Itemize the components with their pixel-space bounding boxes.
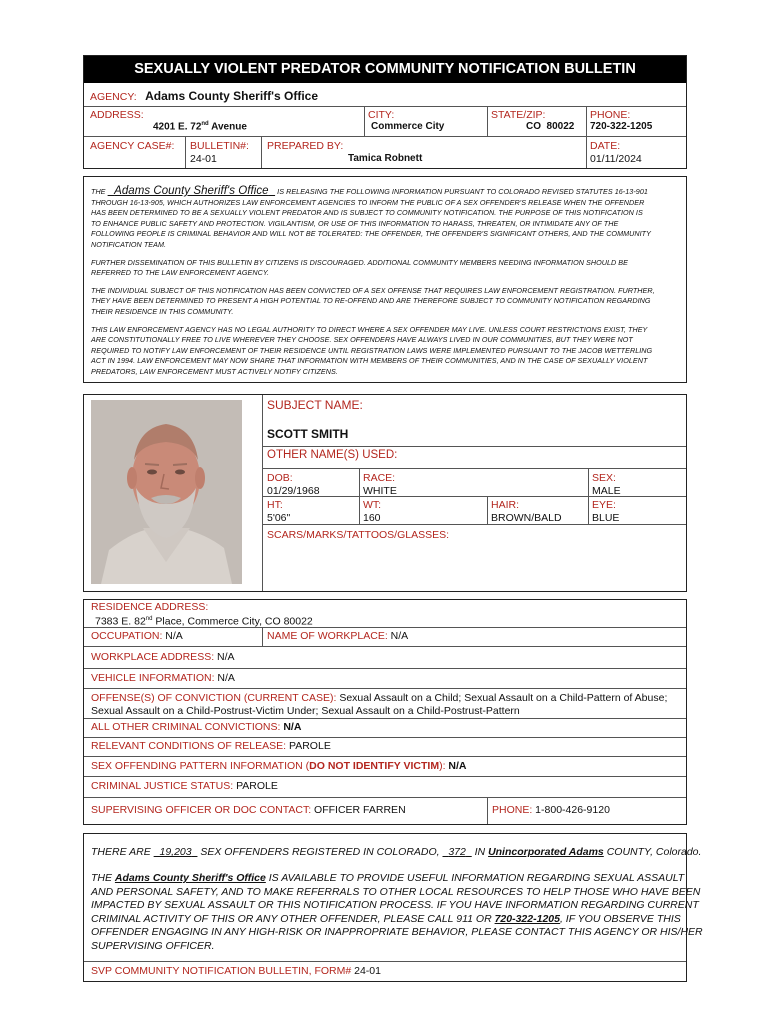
agency-label: AGENCY:	[90, 91, 137, 103]
subject-photo	[91, 400, 242, 584]
notice-text	[91, 186, 681, 378]
divider	[262, 628, 263, 646]
text-line: THEIR RESIDENCE IN THIS COMMUNITY.	[91, 306, 234, 316]
bulletin-value: 24-01	[190, 153, 217, 165]
divider	[84, 737, 686, 738]
text-line: ARE CONSTITUTIONALLY FREE TO LIVE WHEREVER THEY CHOOSE. SEX OFFENDERS HAVE ALWAYS LIVED IN OUR COMMUNITIES, BUT THEY WERE NOT	[91, 335, 633, 345]
text-line: OFFENDER ENGAGING IN ANY HIGH-RISK OR INAPPROPRIATE BEHAVIOR, PLEASE CONTACT THIS AGENCY OR HIS/HER	[91, 926, 703, 939]
divider	[588, 469, 589, 524]
conditions-row: RELEVANT CONDITIONS OF RELEASE: PAROLE	[91, 740, 331, 752]
workplace-address-row: WORKPLACE ADDRESS: N/A	[91, 651, 235, 663]
divider	[262, 395, 263, 591]
divider	[84, 961, 686, 962]
text-line: FURTHER DISSEMINATION OF THIS BULLETIN BY CITIZENS IS DISCOURAGED. ADDITIONAL COMMUNITY MEMBERS NEEDING INFORMATION SHOULD BE	[91, 257, 628, 267]
address-label: ADDRESS:	[90, 109, 144, 121]
text-line: REQUIRED TO NOTIFY LAW ENFORCEMENT OF THEIR RESIDENCE UNTIL REGISTRATION LAWS WERE IMPLEMENTED PURSUANT TO THE JACOB WETTERLING	[91, 345, 653, 355]
divider	[487, 497, 488, 524]
wt-label: WT:	[363, 499, 382, 511]
prepared-value: Tamica Robnett	[348, 153, 423, 164]
agency-value: Adams County Sheriff's Office	[145, 89, 319, 103]
other-convictions-row: ALL OTHER CRIMINAL CONVICTIONS: N/A	[91, 721, 302, 733]
eye-value: BLUE	[592, 512, 620, 524]
offense-row: OFFENSE(S) OF CONVICTION (CURRENT CASE): Sexual Assault on a Child; Sexual Assault on a Child-Pattern of Abuse; Sexual Assault on a Child-Postrust-Victim Under; Sexual Assault on a Child-Postrust-Pattern	[91, 692, 668, 717]
divider	[84, 776, 686, 777]
divider	[262, 496, 686, 497]
text-line: THROUGH 16-13-905, WHICH AUTHORIZES LAW ENFORCEMENT AGENCIES TO INFORM THE PUBLIC OF A SEX OFFENDER'S RELEASE WHEN THE OFFENDER	[91, 197, 645, 207]
wt-value: 160	[363, 512, 381, 524]
divider	[84, 797, 686, 798]
form-number: SVP COMMUNITY NOTIFICATION BULLETIN, FORM# 24-01	[91, 965, 381, 977]
text-line: NOTIFICATION TEAM.	[91, 239, 167, 249]
text-line: THE INDIVIDUAL SUBJECT OF THIS NOTIFICATION HAS BEEN CONVICTED OF A SEX OFFENSE THAT REQUIRES LAW ENFORCEMENT REGISTRATION. FURTHER,	[91, 285, 655, 295]
workplace-name-row: NAME OF WORKPLACE: N/A	[267, 630, 409, 642]
text-line: AND PERSONAL SAFETY, AND TO MAKE REFERRALS TO OTHER LOCAL RESOURCES TO HELP THOSE WHO HAVE BEEN	[91, 885, 701, 898]
text-line: IMPACTED BY SEXUAL ASSAULT OR THIS NOTIFICATION PROCESS. IF YOU HAVE INFORMATION REGARDING CURRENT	[91, 899, 699, 912]
text-line: THIS LAW ENFORCEMENT AGENCY HAS NO LEGAL AUTHORITY TO DIRECT WHERE A SEX OFFENDER MAY LIVE. UNLESS COURT RESTRICTIONS EXIST, THEY	[91, 324, 648, 334]
sex-label: SEX:	[592, 472, 616, 484]
divider	[84, 136, 686, 137]
statezip-label: STATE/ZIP:	[491, 109, 546, 121]
occupation-row: OCCUPATION: N/A	[91, 630, 183, 642]
race-value: WHITE	[363, 485, 397, 497]
divider	[84, 668, 686, 669]
divider	[487, 798, 488, 824]
text-line: FOLLOWING PEOPLE IS CRIMINAL BEHAVIOR AND WILL NOT BE TOLERATED: THE OFFENDER, THE OFFENDER'S SIGNIFICANT OTHERS, AND THE COMMUNITY	[91, 229, 651, 239]
officer-row: SUPERVISING OFFICER OR DOC CONTACT: OFFICER FARREN	[91, 804, 406, 816]
notice-paragraph	[91, 258, 681, 279]
footer-paragraph: THE Adams County Sheriff's Office IS AVAILABLE TO PROVIDE USEFUL INFORMATION REGARDING SEXUAL ASSAULT AND PERSONAL SAFETY, AND TO MAKE REFERRALS TO OTHER LOCAL RESOURCES TO HELP THOSE WHO HAVE BEEN IMPACTED BY SEXUAL ASSAULT OR THIS NOTIFICATION PROCESS. IF YOU HAVE INFORMATION REGARDING CURRENT CRIMINAL ACTIVITY OF THIS OR ANY OTHER OFFENDER, PLEASE CALL 911 OR 720-322-1205, IF YOU OBSERVE THIS OFFENDER ENGAGING IN ANY HIGH-RISK OR INAPPROPRIATE BEHAVIOR, PLEASE CONTACT THIS AGENCY OR HIS/HER SUPERVISING OFFICER.	[91, 872, 703, 952]
city-label: CITY:	[368, 109, 395, 121]
notice-paragraph	[91, 198, 681, 251]
dob-label: DOB:	[267, 472, 293, 484]
page-title: SEXUALLY VIOLENT PREDATOR COMMUNITY NOTIFICATION BULLETIN	[134, 61, 636, 77]
dob-value: 01/29/1968	[267, 485, 320, 497]
text-line: ACT IN 1994. LAW ENFORCEMENT MAY NOW SHARE THAT INFORMATION WITH MEMBERS OF THEIR COMMUNITIES, AND IN THE CASE OF SEXUALLY VIOLENT	[91, 356, 648, 366]
divider	[262, 524, 686, 525]
prepared-label: PREPARED BY:	[267, 140, 344, 152]
race-label: RACE:	[363, 472, 396, 484]
residence-label: RESIDENCE ADDRESS:	[91, 601, 209, 613]
phone-value: 720-322-1205	[590, 121, 653, 132]
date-value: 01/11/2024	[590, 153, 642, 165]
pattern-row: SEX OFFENDING PATTERN INFORMATION (DO NOT IDENTIFY VICTIM): N/A	[91, 760, 467, 772]
text-line: HAS BEEN DETERMINED TO BE A SEXUALLY VIOLENT PREDATOR AND IS SUBJECT TO COMMUNITY NOTIFICATION. THE PURPOSE OF THIS NOTIFICATION IS	[91, 208, 643, 218]
divider	[262, 468, 686, 469]
divider	[261, 137, 262, 168]
agency-row	[90, 87, 318, 105]
ht-label: HT:	[267, 499, 283, 511]
phone-label: PHONE:	[590, 109, 631, 121]
text-line: PREDATORS, LAW ENFORCEMENT MUST ACTIVELY NOTIFY CITIZENS.	[91, 366, 338, 376]
text-line: REFERRED TO THE LAW ENFORCEMENT AGENCY.	[91, 268, 270, 278]
scars-label: SCARS/MARKS/TATTOOS/GLASSES:	[267, 529, 450, 541]
ht-value: 5'06"	[267, 512, 291, 524]
notice-paragraph	[91, 325, 681, 378]
subject-name-value: SCOTT SMITH	[267, 427, 349, 441]
divider	[364, 107, 365, 136]
notice-paragraph	[91, 286, 681, 318]
residence-value: 7383 E. 82nd Place, Commerce City, CO 80022	[95, 615, 313, 628]
divider	[185, 137, 186, 168]
cj-status-row: CRIMINAL JUSTICE STATUS: PAROLE	[91, 780, 278, 792]
title-bar	[84, 56, 686, 83]
eye-label: EYE:	[592, 499, 616, 511]
text-line: SUPERVISING OFFICER.	[91, 939, 215, 952]
city-value: Commerce City	[371, 121, 445, 132]
divider	[487, 107, 488, 136]
hair-label: HAIR:	[491, 499, 520, 511]
divider	[84, 688, 686, 689]
officer-phone-row: PHONE: 1-800-426-9120	[492, 804, 610, 816]
address-value: 4201 E. 72nd Avenue	[153, 121, 247, 133]
subject-name-label: SUBJECT NAME:	[267, 398, 363, 412]
stats-line: THERE ARE 19,203 SEX OFFENDERS REGISTERED IN COLORADO, 372 IN Unincorporated Adams COUNTY, Colorado.	[91, 846, 702, 858]
divider	[262, 446, 686, 447]
date-label: DATE:	[590, 140, 621, 152]
divider	[586, 107, 587, 168]
divider	[359, 469, 360, 524]
sex-value: MALE	[592, 485, 621, 497]
text-line: THEY HAVE BEEN DETERMINED TO PRESENT A HIGH POTENTIAL TO RE-OFFEND AND ARE THEREFORE SUBJECT TO COMMUNITY NOTIFICATION REGARDING	[91, 296, 651, 306]
bulletin-label: BULLETIN#:	[190, 140, 249, 152]
case-label: AGENCY CASE#:	[90, 140, 175, 152]
statezip-value: CO 80022	[526, 121, 575, 132]
divider	[84, 718, 686, 719]
text-line: TO ENHANCE PUBLIC SAFETY AND PROTECTION. VIGILANTISM, OR USE OF THIS INFORMATION TO HARASS, THREATEN, OR INTIMIDATE ANY OF THE	[91, 218, 619, 228]
divider	[84, 646, 686, 647]
notice-paragraph: THE Adams County Sheriff's Office IS RELEASING THE FOLLOWING INFORMATION PURSUANT TO COLORADO REVISED STATUTES 16-13-901	[91, 185, 648, 197]
hair-value: BROWN/BALD	[491, 512, 562, 524]
divider	[84, 106, 686, 107]
other-names-label: OTHER NAME(S) USED:	[267, 449, 398, 461]
divider	[84, 756, 686, 757]
vehicle-row: VEHICLE INFORMATION: N/A	[91, 672, 235, 684]
